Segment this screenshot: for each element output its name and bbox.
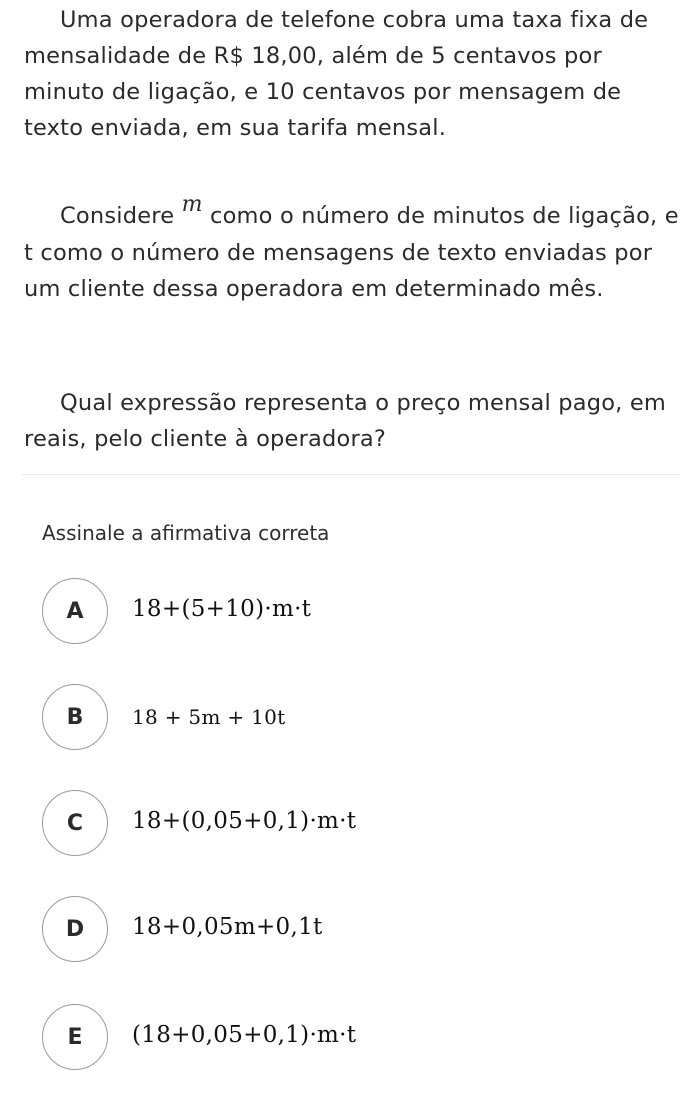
question-paragraph-1: Uma operadora de telefone cobra uma taxa fixa de mensalidade de R$ 18,00, além de 5 centavos por minuto de ligação, e 10 centavos por mensagem de texto enviada, em sua tarifa mensal. — [24, 7, 649, 141]
option-a-expression: 18+(5+10)·m·t — [132, 596, 312, 622]
paragraph-2-end: como o número de minutos de ligação, e t como o número de mensagens de texto enviadas por um cliente dessa operadora em determinado mês. — [24, 203, 679, 302]
option-b-expression: 18 + 5m + 10t — [132, 705, 286, 729]
option-e[interactable] — [42, 1004, 662, 1070]
option-d[interactable] — [42, 896, 662, 962]
variable-m: m — [181, 192, 203, 217]
option-e-expression: (18+0,05+0,1)·m·t — [132, 1022, 357, 1048]
section-divider — [22, 474, 680, 475]
option-a-badge[interactable]: A — [42, 578, 108, 644]
question-paragraph-3: Qual expressão representa o preço mensal pago, em reais, pelo cliente à operadora? — [24, 390, 667, 452]
option-d-expression: 18+0,05m+0,1t — [132, 914, 323, 940]
option-d-badge[interactable]: D — [42, 896, 108, 962]
instruction-text: Assinale a afirmativa correta — [42, 521, 330, 545]
option-c[interactable] — [42, 790, 662, 856]
option-c-badge[interactable]: C — [42, 790, 108, 856]
option-e-badge[interactable]: E — [42, 1004, 108, 1070]
option-a[interactable] — [42, 578, 662, 644]
option-b-badge[interactable]: B — [42, 684, 108, 750]
option-c-expression: 18+(0,05+0,1)·m·t — [132, 808, 357, 834]
option-b[interactable] — [42, 684, 662, 750]
paragraph-2-start: Considere — [60, 203, 182, 229]
question-paragraph-2 — [24, 192, 680, 307]
